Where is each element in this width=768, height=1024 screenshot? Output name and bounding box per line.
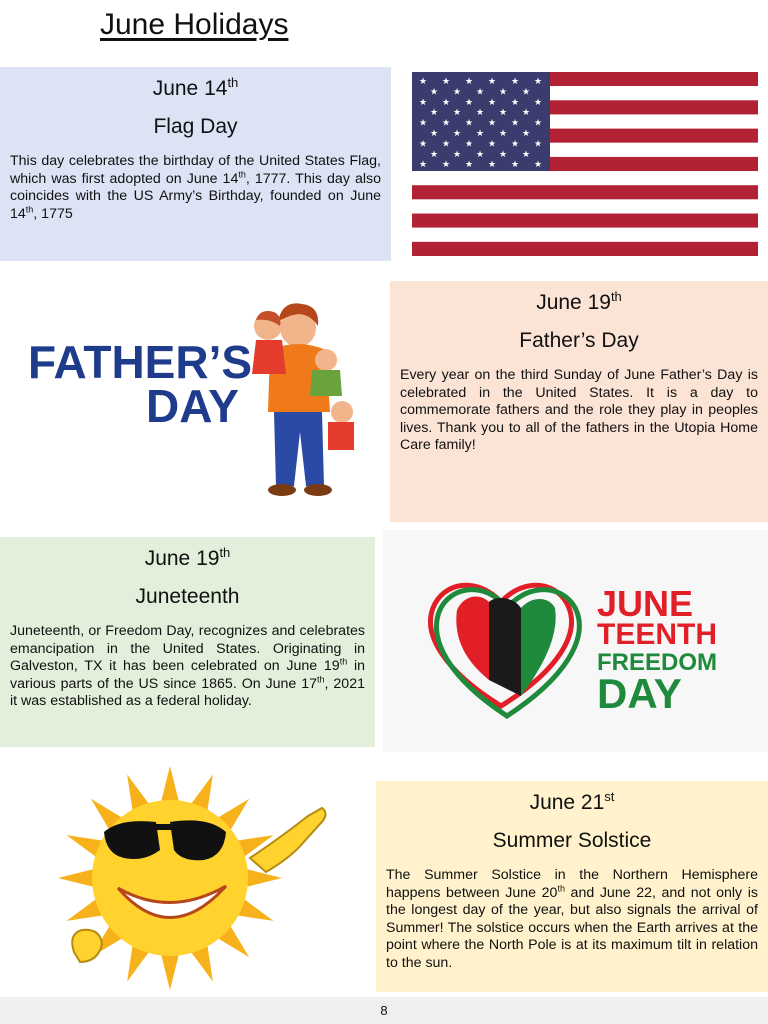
svg-text:★: ★ xyxy=(418,96,428,107)
fathers-day-text: Every year on the third Sunday of June Father’s Day is celebrated in the United States. It is a day to commemorate fathers and the role they play in peoples lives. Thank you to all of the fathers in the Utopia Home Care family! xyxy=(400,367,758,453)
svg-text:★: ★ xyxy=(521,107,531,118)
svg-text:★: ★ xyxy=(498,148,508,159)
svg-text:★: ★ xyxy=(533,138,543,149)
svg-text:★: ★ xyxy=(464,96,474,107)
svg-text:★: ★ xyxy=(487,96,497,107)
juneteenth-logo-line-4: DAY xyxy=(597,670,682,717)
flag-day-card xyxy=(0,67,391,261)
svg-text:★: ★ xyxy=(510,96,520,107)
summer-solstice-text: The Summer Solstice in the Northern Hemisphere happens between June 20th and June 22, and not only is the longest day of the year, but also signals the arrival of Summer! The solstice occurs when the Earth arrives at the point where the North Pole is at its maximum tilt in relation to the sun. xyxy=(386,867,758,971)
svg-text:★: ★ xyxy=(475,128,485,138)
svg-text:★: ★ xyxy=(464,76,474,86)
flag-day-title: Flag Day xyxy=(153,115,238,138)
page-footer xyxy=(0,997,768,1024)
svg-text:★: ★ xyxy=(429,148,439,159)
svg-text:★: ★ xyxy=(429,128,439,138)
page-number: 8 xyxy=(380,1003,388,1018)
juneteenth-date: June 19th xyxy=(144,545,231,570)
svg-text:★: ★ xyxy=(475,86,485,97)
svg-text:★: ★ xyxy=(533,76,543,86)
svg-text:★: ★ xyxy=(452,107,462,118)
summer-solstice-date: June 21st xyxy=(529,789,615,814)
flag-day-date: June 14th xyxy=(152,75,239,100)
juneteenth-card xyxy=(0,537,375,747)
svg-text:★: ★ xyxy=(487,159,497,170)
juneteenth-logo-line-2: TEENTH xyxy=(597,618,717,651)
svg-text:★: ★ xyxy=(510,138,520,149)
svg-text:★: ★ xyxy=(441,138,451,149)
svg-text:★: ★ xyxy=(521,148,531,159)
summer-solstice-card xyxy=(376,781,768,992)
svg-text:★: ★ xyxy=(475,148,485,159)
juneteenth-title: Juneteenth xyxy=(135,585,240,608)
svg-text:★: ★ xyxy=(418,76,428,86)
svg-text:★: ★ xyxy=(510,159,520,170)
page-title: June Holidays xyxy=(100,8,289,41)
us-flag-icon xyxy=(412,72,758,256)
fathers-day-card xyxy=(390,281,768,522)
svg-text:★: ★ xyxy=(429,86,439,97)
svg-text:★: ★ xyxy=(464,159,474,170)
svg-text:★: ★ xyxy=(452,148,462,159)
svg-text:★: ★ xyxy=(452,86,462,97)
svg-text:★: ★ xyxy=(475,107,485,118)
svg-text:★: ★ xyxy=(521,128,531,138)
svg-text:★: ★ xyxy=(498,128,508,138)
svg-text:★: ★ xyxy=(452,128,462,138)
fathers-logo-line-1: FATHER’S xyxy=(28,336,253,388)
svg-text:★: ★ xyxy=(533,159,543,170)
svg-text:★: ★ xyxy=(498,86,508,97)
svg-text:★: ★ xyxy=(487,138,497,149)
svg-text:★: ★ xyxy=(487,117,497,128)
heart-flag-icon xyxy=(383,530,768,752)
svg-text:★: ★ xyxy=(441,96,451,107)
svg-text:★: ★ xyxy=(510,76,520,86)
svg-text:★: ★ xyxy=(418,138,428,149)
svg-text:★: ★ xyxy=(464,117,474,128)
summer-solstice-title: Summer Solstice xyxy=(492,829,652,852)
svg-text:★: ★ xyxy=(464,138,474,149)
svg-text:★: ★ xyxy=(533,96,543,107)
svg-text:★: ★ xyxy=(487,76,497,86)
fathers-logo-line-2: DAY xyxy=(146,380,239,432)
svg-text:★: ★ xyxy=(429,107,439,118)
fathers-day-title: Father’s Day xyxy=(519,329,639,352)
svg-text:★: ★ xyxy=(418,159,428,170)
svg-text:★: ★ xyxy=(498,107,508,118)
svg-text:★: ★ xyxy=(441,76,451,86)
juneteenth-text: Juneteenth, or Freedom Day, recognizes and celebrates emancipation in the United States. Originating in Galveston, TX it has been celebrated on June 19th in various parts of the US since 1865. On June 17th, 2021 it was established as a federal holiday. xyxy=(10,623,365,709)
svg-text:★: ★ xyxy=(533,117,543,128)
svg-text:★: ★ xyxy=(441,117,451,128)
flag-day-text: This day celebrates the birthday of the United States Flag, which was first adopted on June 14th, 1777. This day also coincides with the US Army’s Birthday, founded on June 14th, 1775 xyxy=(10,153,381,222)
svg-text:★: ★ xyxy=(441,159,451,170)
sun-with-sunglasses-icon xyxy=(40,758,360,996)
juneteenth-logo-line-3: FREEDOM xyxy=(597,649,717,676)
svg-text:★: ★ xyxy=(418,117,428,128)
svg-text:★: ★ xyxy=(510,117,520,128)
fathers-day-date: June 19th xyxy=(536,289,622,314)
father-with-children-icon xyxy=(20,300,360,500)
juneteenth-logo-line-1: JUNE xyxy=(597,583,694,624)
svg-text:★: ★ xyxy=(521,86,531,97)
